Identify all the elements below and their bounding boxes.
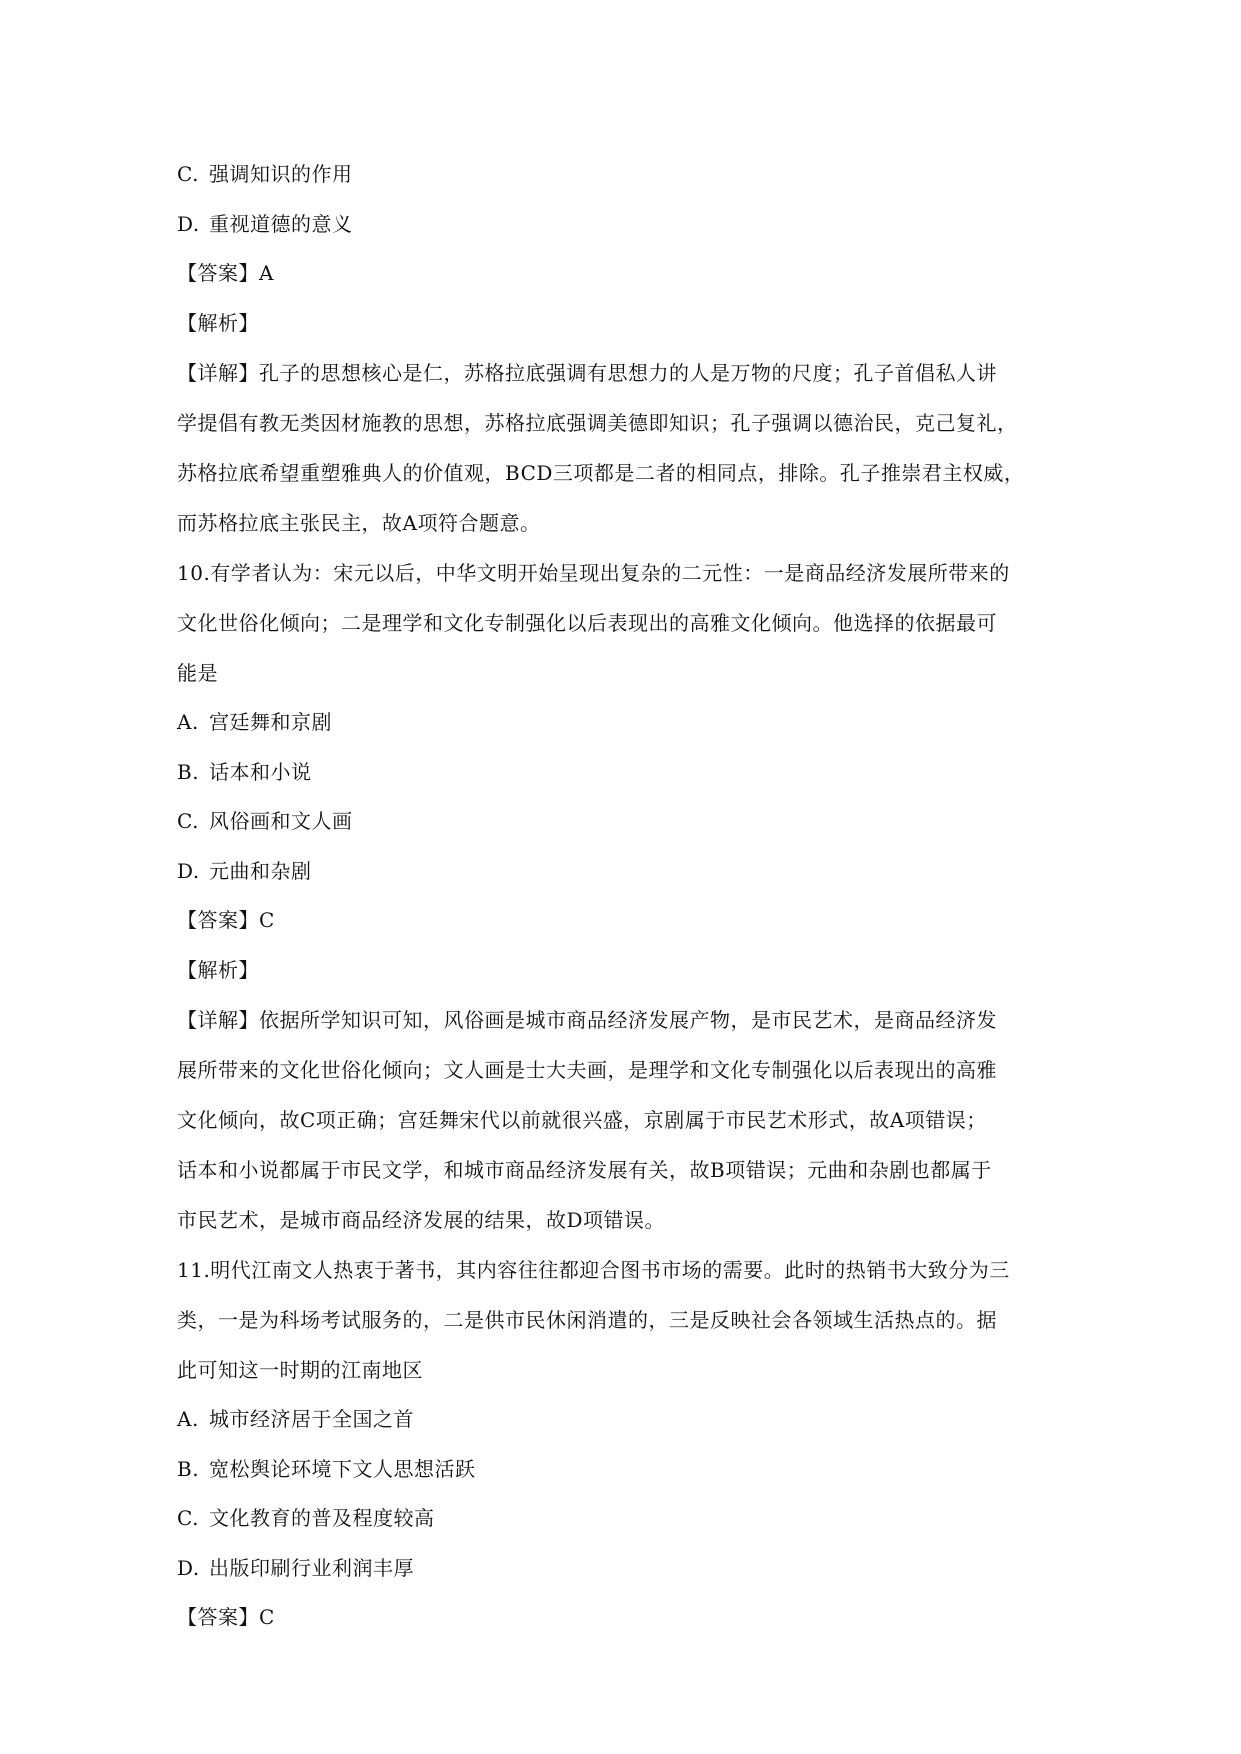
option-text: 元曲和杂剧 <box>209 858 312 883</box>
option-text: 出版印刷行业利润丰厚 <box>209 1555 414 1580</box>
option-text: 重视道德的意义 <box>209 211 353 236</box>
q10-detail-line: 市民艺术，是城市商品经济发展的结果，故D项错误。 <box>177 1208 666 1232</box>
q9-analysis-heading: 【解析】 <box>177 310 259 335</box>
option-letter: B. <box>177 759 200 784</box>
q10-option-c <box>177 797 1077 847</box>
q10-stem-line: 文化世俗化倾向；二是理学和文化专制强化以后表现出的高雅文化倾向。他选择的依据最可 <box>177 611 997 635</box>
q11-option-c <box>177 1494 1077 1544</box>
q9-detail-line: 【详解】孔子的思想核心是仁，苏格拉底强调有思想力的人是万物的尺度；孔子首倡私人讲 <box>177 361 997 385</box>
q11-answer: 【答案】C <box>177 1605 275 1629</box>
q11-option-d <box>177 1544 1077 1594</box>
option-text: 宫廷舞和京剧 <box>209 710 332 734</box>
q10-option-b <box>177 748 1077 798</box>
option-letter: C. <box>177 162 199 186</box>
option-letter: A. <box>177 710 199 734</box>
q11-option-b <box>177 1445 1077 1495</box>
option-text: 强调知识的作用 <box>209 162 353 186</box>
document-page <box>177 150 1077 1643</box>
q11-stem-line: 11.明代江南文人热衷于著书，其内容往往都迎合图书市场的需要。此时的热销书大致分为三 <box>177 1258 1010 1282</box>
q9-detail-line: 学提倡有教无类因材施教的思想，苏格拉底强调美德即知识；孔子强调以德治民，克己复礼， <box>177 411 1018 435</box>
q10-option-d <box>177 847 1077 897</box>
option-text: 风俗画和文人画 <box>209 809 353 833</box>
q10-detail-line: 展所带来的文化世俗化倾向；文人画是士大夫画，是理学和文化专制强化以后表现出的高雅 <box>177 1058 997 1082</box>
q11-option-a <box>177 1395 1077 1445</box>
option-text: 城市经济居于全国之首 <box>209 1407 414 1431</box>
option-text: 话本和小说 <box>209 759 312 784</box>
option-letter: D. <box>177 1555 200 1580</box>
q9-option-d <box>177 200 1077 250</box>
q10-detail-line: 【详解】依据所学知识可知，风俗画是城市商品经济发展产物，是市民艺术，是商品经济发 <box>177 1008 997 1032</box>
q10-option-a <box>177 698 1077 748</box>
q9-detail-line: 而苏格拉底主张民主，故A项符合题意。 <box>177 511 541 535</box>
option-text: 宽松舆论环境下文人思想活跃 <box>209 1456 476 1481</box>
q10-detail-line: 话本和小说都属于市民文学，和城市商品经济发展有关，故B项错误；元曲和杂剧也都属于 <box>177 1158 992 1182</box>
option-letter: B. <box>177 1456 200 1481</box>
option-letter: C. <box>177 1506 199 1530</box>
q9-detail-line: 苏格拉底希望重塑雅典人的价值观，BCD三项都是二者的相同点，排除。孔子推崇君主权威， <box>177 461 1025 485</box>
q11-stem-line: 此可知这一时期的江南地区 <box>177 1358 423 1382</box>
q10-detail-line: 文化倾向，故C项正确；宫廷舞宋代以前就很兴盛，京剧属于市民艺术形式，故A项错误； <box>177 1108 987 1132</box>
q9-option-c <box>177 150 1077 200</box>
q11-stem-line: 类，一是为科场考试服务的，二是供市民休闲消遣的，三是反映社会各领域生活热点的。据 <box>177 1308 997 1332</box>
option-letter: A. <box>177 1407 199 1431</box>
option-letter: D. <box>177 858 200 883</box>
q9-answer: 【答案】A <box>177 261 274 285</box>
option-letter: C. <box>177 809 199 833</box>
q10-answer: 【答案】C <box>177 908 275 932</box>
q10-analysis-heading: 【解析】 <box>177 957 259 982</box>
option-letter: D. <box>177 211 200 236</box>
q10-stem-line: 10.有学者认为：宋元以后，中华文明开始呈现出复杂的二元性：一是商品经济发展所带来的 <box>177 561 1010 585</box>
q10-stem-line: 能是 <box>177 661 218 685</box>
option-text: 文化教育的普及程度较高 <box>209 1506 435 1530</box>
